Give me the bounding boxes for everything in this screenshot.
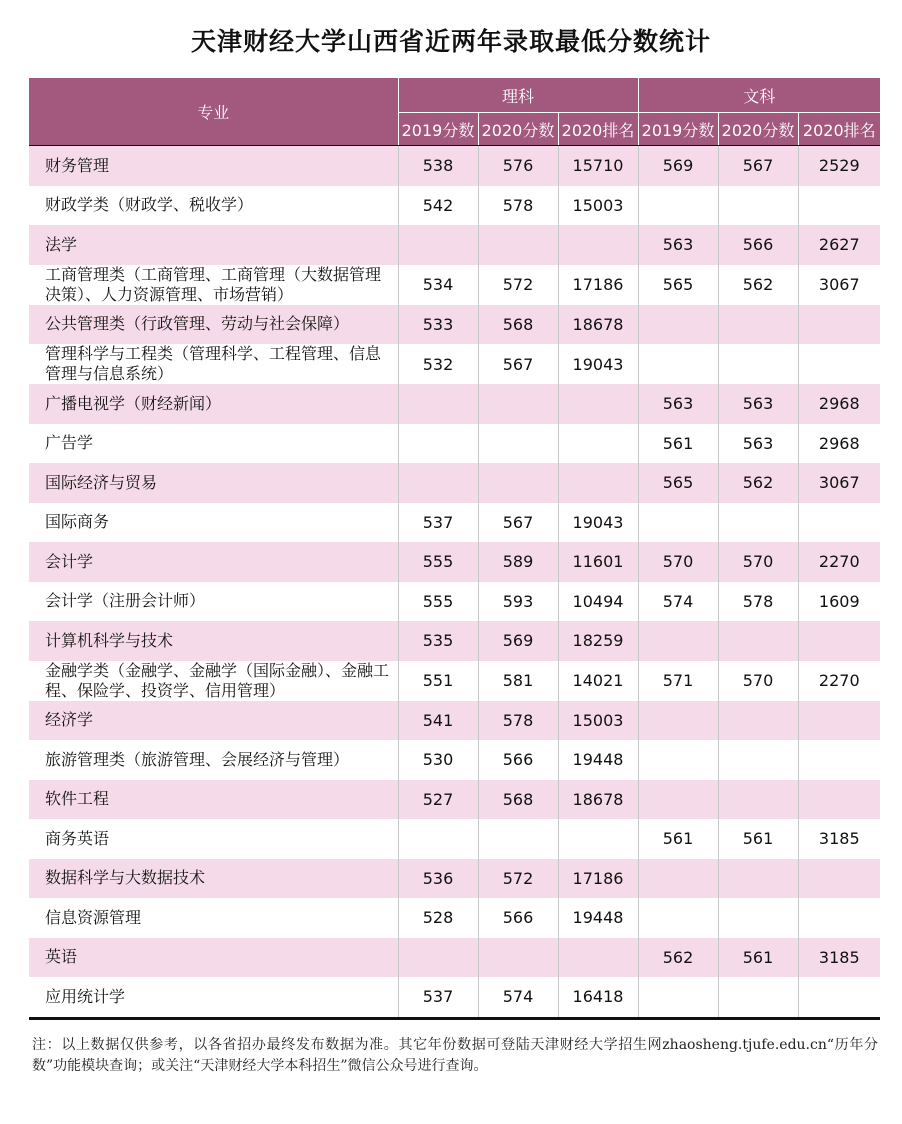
major-cell: 广告学 (29, 424, 398, 464)
science-2019-score: 537 (398, 503, 478, 543)
table-row (29, 225, 880, 265)
arts-2020-score: 566 (718, 225, 798, 265)
science-2020-score (478, 384, 558, 424)
science-2020-rank: 17186 (558, 265, 638, 305)
arts-2020-score (718, 186, 798, 226)
arts-2020-score (718, 701, 798, 741)
table-row (29, 582, 880, 622)
arts-2019-score (638, 701, 718, 741)
major-cell: 商务英语 (29, 819, 398, 859)
arts-2020-score: 570 (718, 661, 798, 701)
arts-2020-rank (798, 305, 880, 345)
science-2020-score: 566 (478, 898, 558, 938)
header-art-2020-rank: 2020排名 (798, 113, 880, 146)
table-row (29, 463, 880, 503)
table-row (29, 938, 880, 978)
header-sci-2020-score: 2020分数 (478, 113, 558, 146)
science-2020-rank: 18678 (558, 305, 638, 345)
science-2020-rank: 15710 (558, 146, 638, 186)
table-row (29, 384, 880, 424)
science-2020-rank: 18678 (558, 780, 638, 820)
arts-2019-score (638, 859, 718, 899)
major-cell: 经济学 (29, 701, 398, 741)
science-2020-rank: 19448 (558, 898, 638, 938)
arts-2020-score: 563 (718, 384, 798, 424)
major-cell: 公共管理类（行政管理、劳动与社会保障） (29, 305, 398, 345)
arts-2020-rank: 2968 (798, 424, 880, 464)
footnote: 注：以上数据仅供参考，以各省招办最终发布数据为准。其它年份数据可登陆天津财经大学招生网zhaosheng.tjufe.edu.cn“历年分数”功能模块查询；或关注“天津财经大学本科招生”微信公众号进行查询。 (32, 1037, 878, 1074)
science-2020-rank: 18259 (558, 621, 638, 661)
science-2019-score: 551 (398, 661, 478, 701)
arts-2020-score (718, 305, 798, 345)
table-row (29, 819, 880, 859)
header-arts: 文科 (638, 78, 880, 113)
science-2020-score: 567 (478, 344, 558, 384)
arts-2020-rank (798, 503, 880, 543)
science-2019-score: 537 (398, 977, 478, 1018)
table-row (29, 424, 880, 464)
science-2020-rank: 19043 (558, 503, 638, 543)
arts-2020-rank (798, 344, 880, 384)
arts-2020-score: 567 (718, 146, 798, 186)
table-row (29, 186, 880, 226)
science-2019-score (398, 225, 478, 265)
science-2020-score: 566 (478, 740, 558, 780)
science-2019-score: 530 (398, 740, 478, 780)
major-cell: 财务管理 (29, 146, 398, 186)
major-cell: 旅游管理类（旅游管理、会展经济与管理） (29, 740, 398, 780)
table-row (29, 977, 880, 1018)
science-2020-rank (558, 463, 638, 503)
science-2020-rank: 14021 (558, 661, 638, 701)
table-row (29, 305, 880, 345)
science-2019-score: 527 (398, 780, 478, 820)
arts-2020-score (718, 780, 798, 820)
science-2020-score: 568 (478, 780, 558, 820)
arts-2020-score (718, 859, 798, 899)
arts-2020-score: 570 (718, 542, 798, 582)
arts-2020-rank: 2270 (798, 661, 880, 701)
table-row (29, 780, 880, 820)
table-row (29, 740, 880, 780)
science-2020-score (478, 463, 558, 503)
science-2020-score (478, 938, 558, 978)
science-2019-score: 555 (398, 582, 478, 622)
header-major: 专业 (29, 78, 398, 145)
science-2020-rank: 16418 (558, 977, 638, 1018)
arts-2019-score (638, 898, 718, 938)
major-cell: 财政学类（财政学、税收学） (29, 186, 398, 226)
table-row (29, 859, 880, 899)
major-cell: 国际商务 (29, 503, 398, 543)
science-2019-score: 538 (398, 146, 478, 186)
science-2020-score: 569 (478, 621, 558, 661)
arts-2020-score: 562 (718, 463, 798, 503)
arts-2020-rank (798, 621, 880, 661)
arts-2020-rank (798, 859, 880, 899)
science-2020-rank: 19448 (558, 740, 638, 780)
science-2020-score: 576 (478, 146, 558, 186)
arts-2019-score: 571 (638, 661, 718, 701)
table-row (29, 146, 880, 186)
table-row (29, 503, 880, 543)
science-2020-score (478, 225, 558, 265)
arts-2020-score: 561 (718, 938, 798, 978)
table-row (29, 621, 880, 661)
arts-2020-rank (798, 186, 880, 226)
arts-2019-score: 563 (638, 384, 718, 424)
science-2020-rank: 19043 (558, 344, 638, 384)
science-2019-score: 528 (398, 898, 478, 938)
arts-2020-rank: 3067 (798, 463, 880, 503)
header-art-2019-score: 2019分数 (638, 113, 718, 146)
science-2020-score: 589 (478, 542, 558, 582)
table-row (29, 265, 880, 305)
arts-2019-score: 562 (638, 938, 718, 978)
science-2020-rank: 17186 (558, 859, 638, 899)
science-2020-rank (558, 819, 638, 859)
major-cell: 信息资源管理 (29, 898, 398, 938)
table-header (29, 78, 880, 146)
arts-2019-score (638, 305, 718, 345)
arts-2019-score: 569 (638, 146, 718, 186)
science-2019-score (398, 819, 478, 859)
arts-2020-score: 563 (718, 424, 798, 464)
science-2019-score (398, 424, 478, 464)
science-2020-score: 567 (478, 503, 558, 543)
arts-2019-score: 565 (638, 463, 718, 503)
science-2020-rank (558, 225, 638, 265)
page-title: 天津财经大学山西省近两年录取最低分数统计 (190, 27, 711, 56)
arts-2019-score: 561 (638, 819, 718, 859)
arts-2019-score: 563 (638, 225, 718, 265)
major-cell: 国际经济与贸易 (29, 463, 398, 503)
arts-2020-rank: 1609 (798, 582, 880, 622)
arts-2019-score (638, 621, 718, 661)
arts-2020-rank (798, 977, 880, 1018)
science-2019-score: 555 (398, 542, 478, 582)
science-2019-score: 536 (398, 859, 478, 899)
major-cell: 金融学类（金融学、金融学（国际金融）、金融工程、保险学、投资学、信用管理） (29, 661, 398, 701)
arts-2020-rank (798, 740, 880, 780)
table-row (29, 542, 880, 582)
arts-2019-score (638, 503, 718, 543)
table-row (29, 661, 880, 701)
science-2019-score: 533 (398, 305, 478, 345)
major-cell: 法学 (29, 225, 398, 265)
arts-2019-score (638, 780, 718, 820)
arts-2020-rank (798, 780, 880, 820)
major-cell: 软件工程 (29, 780, 398, 820)
arts-2019-score: 561 (638, 424, 718, 464)
arts-2020-score (718, 898, 798, 938)
science-2020-rank: 15003 (558, 701, 638, 741)
arts-2019-score (638, 186, 718, 226)
major-cell: 会计学（注册会计师） (29, 582, 398, 622)
science-2019-score: 542 (398, 186, 478, 226)
arts-2020-rank: 3185 (798, 819, 880, 859)
arts-2020-rank: 2627 (798, 225, 880, 265)
arts-2020-score (718, 503, 798, 543)
science-2019-score (398, 463, 478, 503)
arts-2020-score: 562 (718, 265, 798, 305)
science-2020-score: 572 (478, 265, 558, 305)
arts-2020-rank (798, 898, 880, 938)
major-cell: 工商管理类（工商管理、工商管理（大数据管理决策）、人力资源管理、市场营销） (29, 265, 398, 305)
major-cell: 计算机科学与技术 (29, 621, 398, 661)
arts-2019-score (638, 740, 718, 780)
major-cell: 英语 (29, 938, 398, 978)
science-2020-score: 578 (478, 186, 558, 226)
arts-2020-score (718, 344, 798, 384)
science-2020-score: 568 (478, 305, 558, 345)
science-2020-score: 593 (478, 582, 558, 622)
science-2019-score (398, 938, 478, 978)
arts-2020-rank: 3067 (798, 265, 880, 305)
arts-2019-score: 574 (638, 582, 718, 622)
science-2020-rank: 15003 (558, 186, 638, 226)
science-2019-score: 532 (398, 344, 478, 384)
science-2020-score: 578 (478, 701, 558, 741)
science-2020-rank: 10494 (558, 582, 638, 622)
science-2020-score (478, 819, 558, 859)
table-body (29, 146, 880, 1018)
major-cell: 应用统计学 (29, 977, 398, 1018)
science-2020-rank (558, 384, 638, 424)
arts-2019-score: 570 (638, 542, 718, 582)
science-2020-rank: 11601 (558, 542, 638, 582)
arts-2019-score (638, 344, 718, 384)
arts-2020-rank (798, 701, 880, 741)
header-art-2020-score: 2020分数 (718, 113, 798, 146)
science-2019-score (398, 384, 478, 424)
major-cell: 会计学 (29, 542, 398, 582)
arts-2020-score: 578 (718, 582, 798, 622)
major-cell: 数据科学与大数据技术 (29, 859, 398, 899)
arts-2020-score: 561 (718, 819, 798, 859)
science-2019-score: 541 (398, 701, 478, 741)
major-cell: 广播电视学（财经新闻） (29, 384, 398, 424)
science-2020-score: 574 (478, 977, 558, 1018)
score-table (29, 78, 880, 1020)
science-2020-rank (558, 938, 638, 978)
science-2020-score (478, 424, 558, 464)
arts-2019-score: 565 (638, 265, 718, 305)
science-2020-score: 572 (478, 859, 558, 899)
header-sci-2020-rank: 2020排名 (558, 113, 638, 146)
science-2020-rank (558, 424, 638, 464)
arts-2020-score (718, 740, 798, 780)
header-sci-2019-score: 2019分数 (398, 113, 478, 146)
arts-2020-rank: 2529 (798, 146, 880, 186)
table-row (29, 344, 880, 384)
table-row (29, 701, 880, 741)
science-2020-score: 581 (478, 661, 558, 701)
header-science: 理科 (398, 78, 638, 113)
arts-2020-rank: 2968 (798, 384, 880, 424)
arts-2019-score (638, 977, 718, 1018)
science-2019-score: 535 (398, 621, 478, 661)
arts-2020-score (718, 621, 798, 661)
table-row (29, 898, 880, 938)
arts-2020-rank: 3185 (798, 938, 880, 978)
major-cell: 管理科学与工程类（管理科学、工程管理、信息管理与信息系统） (29, 344, 398, 384)
arts-2020-score (718, 977, 798, 1018)
arts-2020-rank: 2270 (798, 542, 880, 582)
science-2019-score: 534 (398, 265, 478, 305)
